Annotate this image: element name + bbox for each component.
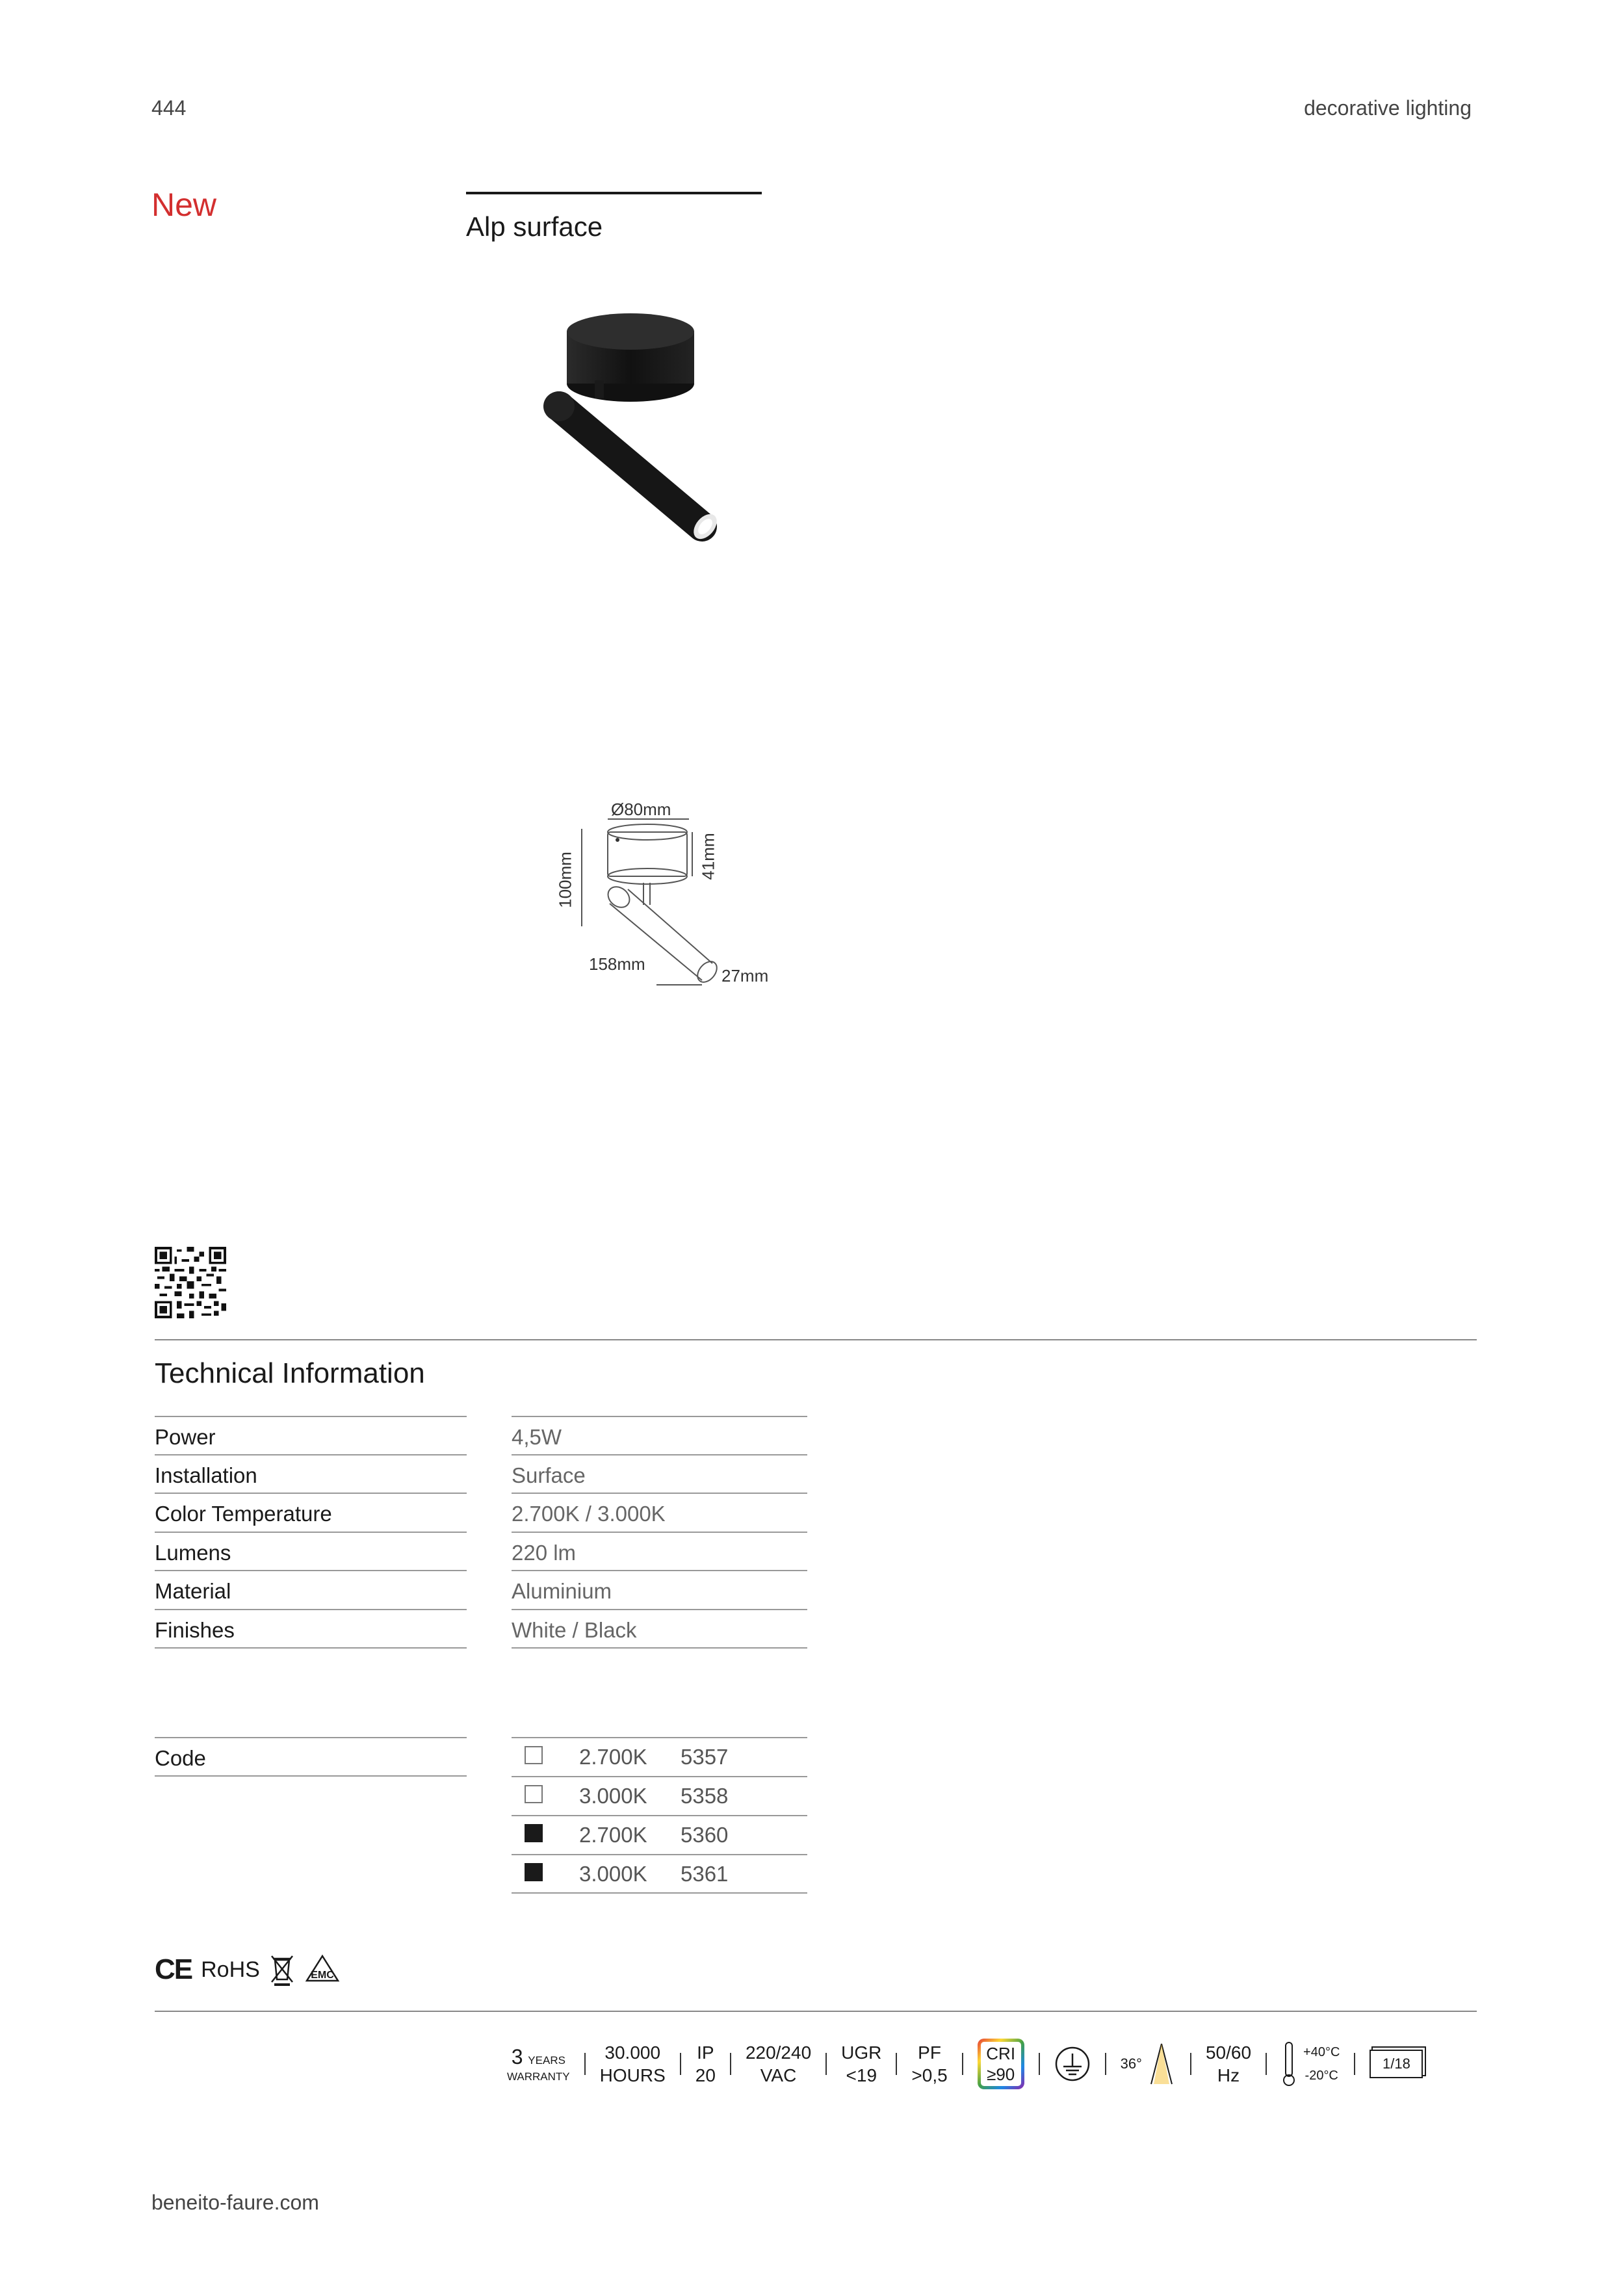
separator <box>680 2053 681 2075</box>
thermometer-icon <box>1281 2041 1297 2087</box>
spec-value-color-temperature: 2.700K / 3.000K <box>512 1493 807 1532</box>
dim-arm-length: 158mm <box>589 954 645 974</box>
technical-drawing <box>546 800 793 995</box>
separator <box>1039 2053 1040 2075</box>
separator <box>1105 2053 1106 2075</box>
dim-tube-diameter: 27mm <box>721 966 769 985</box>
fraction-badge: 1/18 <box>1370 2050 1423 2078</box>
spec-value-power: 4,5W <box>512 1416 807 1455</box>
spec-label-lumens: Lumens <box>155 1532 467 1571</box>
spec-label-color-temperature: Color Temperature <box>155 1493 467 1532</box>
ip-rating: IP 20 <box>695 2042 716 2085</box>
beam-angle-icon <box>1147 2041 1176 2087</box>
power-factor: PF >0,5 <box>911 2042 948 2085</box>
warranty-badge: 3 YEARS WARRANTY <box>507 2045 570 2083</box>
spec-value-material: Aluminium <box>512 1570 807 1609</box>
feature-icon-strip <box>507 2035 1423 2093</box>
operating-temperature: +40°C -20°C <box>1281 2041 1340 2087</box>
ugr-rating: UGR <19 <box>841 2042 882 2085</box>
finish-swatch-black <box>525 1824 543 1842</box>
drawing-lines <box>546 800 793 995</box>
spec-label-power: Power <box>155 1416 467 1455</box>
finish-swatch-white <box>525 1746 543 1764</box>
beam-angle: 36° <box>1121 2041 1176 2087</box>
weee-bin-icon <box>269 1953 295 1986</box>
separator <box>825 2053 827 2075</box>
code-label: Code <box>155 1737 467 1776</box>
code-row: 2.700K 5360 <box>512 1815 807 1854</box>
title-rule <box>466 192 762 194</box>
product-photo <box>520 306 734 553</box>
spec-value-installation: Surface <box>512 1454 807 1493</box>
qr-code[interactable] <box>155 1247 226 1318</box>
separator <box>1190 2053 1191 2075</box>
code-row: 3.000K 5361 <box>512 1854 807 1893</box>
code-row: 2.700K 5357 <box>512 1737 807 1776</box>
new-badge: New <box>151 187 217 223</box>
rohs-mark: RoHS <box>201 1957 260 1982</box>
separator <box>962 2053 963 2075</box>
emc-mark-icon <box>304 1953 341 1986</box>
dim-height: 100mm <box>555 852 575 908</box>
cri-badge: CRI ≥90 <box>978 2039 1024 2089</box>
spec-label-installation: Installation <box>155 1454 467 1493</box>
website-link[interactable]: beneito-faure.com <box>151 2191 319 2214</box>
section-name: decorative lighting <box>1304 96 1472 120</box>
dim-diameter: Ø80mm <box>611 800 671 819</box>
separator <box>896 2053 897 2075</box>
certification-marks <box>155 1951 341 1988</box>
spec-value-lumens: 220 lm <box>512 1532 807 1571</box>
separator <box>584 2053 586 2075</box>
dim-base-height: 41mm <box>698 833 718 880</box>
lifetime-hours: 30.000 HOURS <box>599 2042 666 2085</box>
voltage: 220/240 VAC <box>745 2042 812 2085</box>
earth-ground-icon <box>1054 2046 1091 2082</box>
separator <box>730 2053 731 2075</box>
finish-swatch-white <box>525 1785 543 1803</box>
spec-label-finishes: Finishes <box>155 1609 467 1648</box>
technical-info-title: Technical Information <box>155 1357 425 1389</box>
separator <box>1354 2053 1355 2075</box>
emc-label: EMC <box>311 1970 334 1981</box>
divider <box>155 2011 1477 2012</box>
page-number: 444 <box>151 96 187 120</box>
divider <box>155 1339 1477 1340</box>
ce-mark: CE <box>155 1953 192 1985</box>
product-title: Alp surface <box>466 211 603 242</box>
spec-label-material: Material <box>155 1570 467 1609</box>
code-row: 3.000K 5358 <box>512 1776 807 1815</box>
separator <box>1266 2053 1267 2075</box>
frequency: 50/60 Hz <box>1205 2042 1252 2085</box>
spec-value-finishes: White / Black <box>512 1609 807 1648</box>
finish-swatch-black <box>525 1863 543 1881</box>
